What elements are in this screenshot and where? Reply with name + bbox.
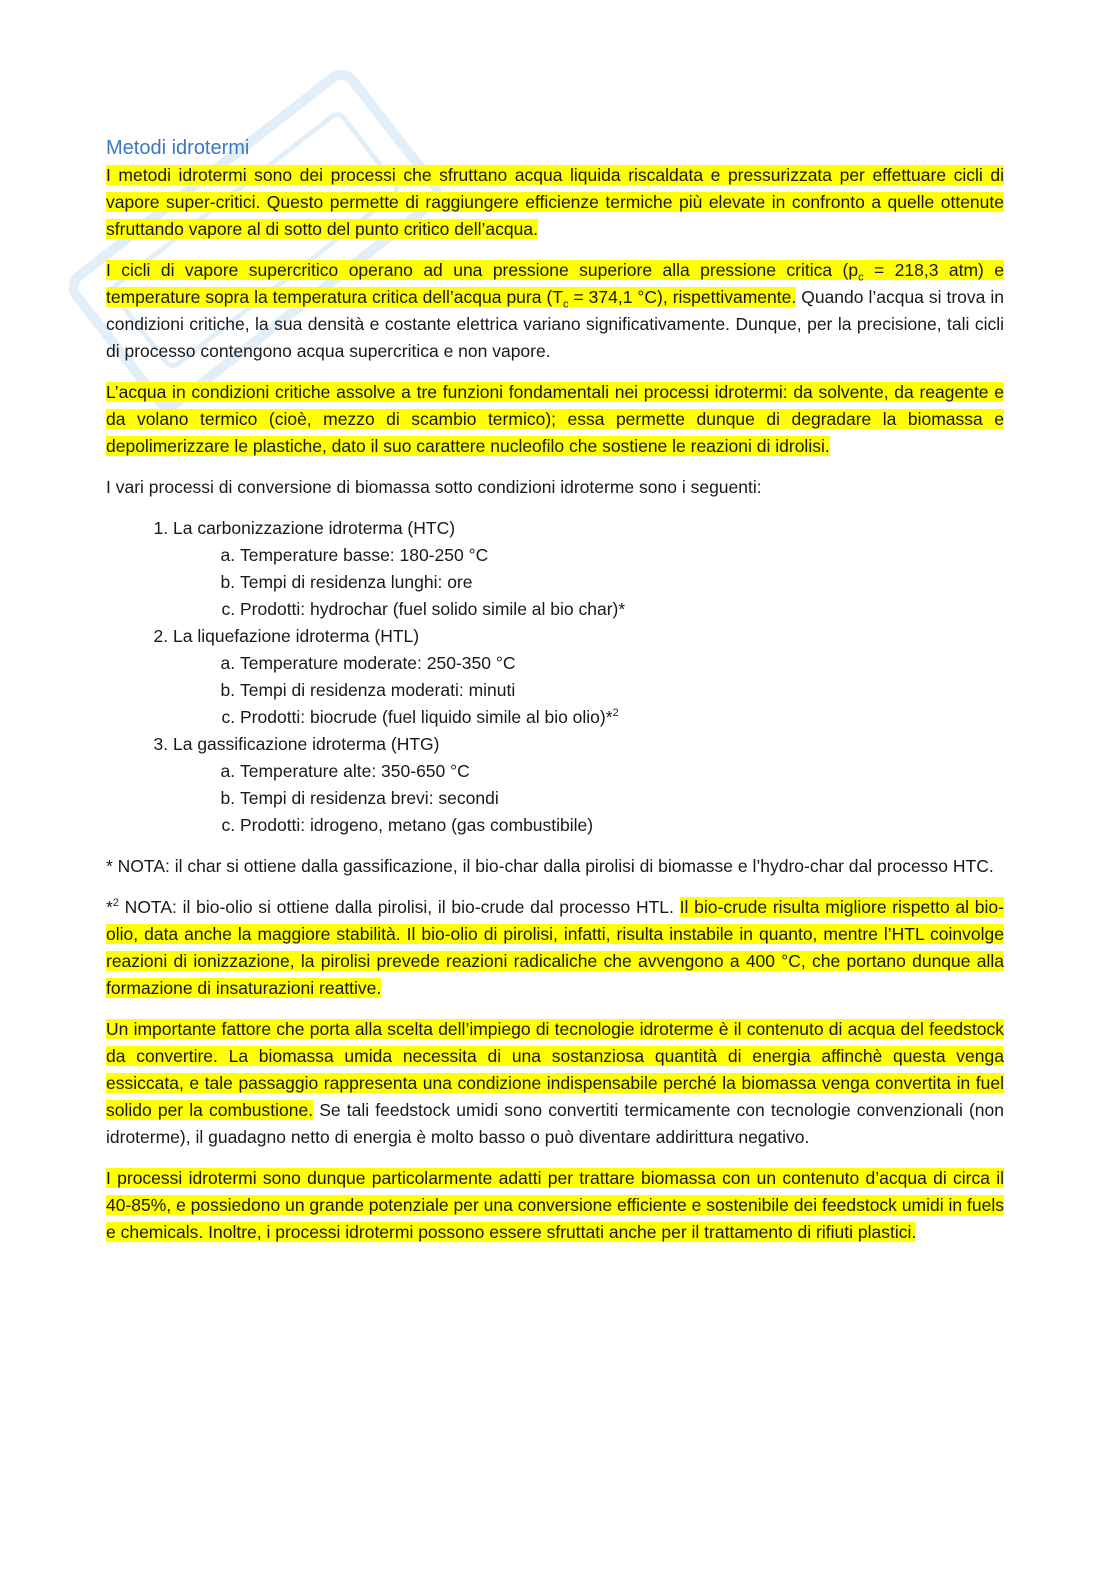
document-body [106,134,1004,1260]
sub-list-item: a. Temperature moderate: 250-350 °C [240,650,1004,677]
highlighted-text: L’acqua in condizioni critiche assolve a tre funzioni fondamentali nei processi idrotermi: da solvente, da reagente e da volano termico (cioè, mezzo di scambio termico); essa permette dunque di degradare la biomassa e depolimerizzare le plastiche, dato il suo carattere nucleofilo che sostiene le reazioni di idrolisi. [106,382,1004,456]
text-run: I cicli di vapore supercritico operano ad una pressione superiore alla pressione critica (p [106,260,859,280]
sub-list-item: c. Prodotti: hydrochar (fuel solido simile al bio char)* [240,596,1004,623]
highlighted-text: Un importante fattore che porta alla scelta dell’impiego di tecnologie idroterme è il contenuto di acqua del feedstock da convertire. La biomassa umida necessita di una sostanziosa quantità di energia affinchè questa venga essiccata, e tale passaggio rappresenta una condizione indispensabile perché la biomassa venga convertita in fuel solido per la combustione. [106,1019,1004,1120]
list-item [173,623,1004,731]
superscript: 2 [612,707,619,720]
list-item [173,731,1004,839]
highlighted-text: Il bio-crude risulta migliore rispetto al bio-olio, data anche la maggiore stabilità. Il bio-olio di pirolisi, infatti, risulta instabile in quanto, mentre l’HTL coinvolge reazioni di ionizzazione, la pirolisi prevede reazioni radicaliche che avvengono a 400 °C, che portano dunque alla formazione di insaturazioni reattive. [106,897,1004,998]
text-run: Prodotti: biocrude (fuel liquido simile al bio olio)* [240,707,613,727]
list-item-label: La carbonizzazione idroterma (HTC) [173,518,456,538]
list-item-label: La gassificazione idroterma (HTG) [173,734,440,754]
sub-list-item: b. Tempi di residenza moderati: minuti [240,677,1004,704]
highlighted-text: I processi idrotermi sono dunque particolarmente adatti per trattare biomassa con un contenuto d’acqua di circa il 40-85%, e possiedono un grande potenziale per una conversione efficiente e sostenibile dei feedstock umidi in fuels e chemicals. Inoltre, i processi idrotermi possono essere sfruttati anche per il trattamento di rifiuti plastici. [106,1168,1004,1242]
sub-list-item: b. Tempi di residenza lunghi: ore [240,569,1004,596]
section-heading: Metodi idrotermi [106,137,250,159]
subscript: c [562,298,569,311]
sub-list-item: b. Tempi di residenza brevi: secondi [240,785,1004,812]
sub-list-item: c. Prodotti: idrogeno, metano (gas combustibile) [240,812,1004,839]
note-char: * NOTA: il char si ottiene dalla gassificazione, il bio-char dalla pirolisi di biomasse e l’hydro-char dal processo HTC. [106,856,994,876]
paragraph-water-functions [106,379,1004,460]
sub-list-item: a. Temperature basse: 180-250 °C [240,542,1004,569]
text-run: NOTA: il bio-olio si ottiene dalla pirolisi, il bio-crude dal processo HTL. [118,897,680,917]
process-list [106,515,1004,839]
subscript: c [858,271,864,284]
paragraph-intro [106,162,1004,243]
list-item-label: La liquefazione idroterma (HTL) [173,626,420,646]
paragraph-supercritical [106,257,1004,365]
text-run: = 374,1 °C), rispettivamente. [568,287,797,307]
note-biocrude [106,894,1004,1002]
text-run: Se tali feedstock umidi sono convertiti termicamente con tecnologie convenzionali (non idroterme), il guadagno netto di energia è molto basso o può diventare addirittura negativo. [106,1100,1004,1147]
paragraph-water-content [106,1016,1004,1151]
list-item [173,515,1004,623]
sub-list [173,542,1004,623]
text-run: * [106,897,113,917]
text-run: Quando l’acqua si trova in condizioni critiche, la sua densità e costante elettrica variano significativamente. Dunque, per la precisione, tali cicli di processo contengono acqua supercritica e non vapore. [106,287,1004,361]
text-run: = 218,3 atm) e temperature sopra la temperatura critica dell’acqua pura (T [106,260,1004,307]
sub-list-item [240,704,1004,731]
paragraph-processes-intro: I vari processi di conversione di biomassa sotto condizioni idroterme sono i seguenti: [106,477,762,497]
highlighted-text: I metodi idrotermi sono dei processi che sfruttano acqua liquida riscaldata e pressurizzata per effettuare cicli di vapore super-critici. Questo permette di raggiungere efficienze termiche più elevate in confronto a quelle ottenute sfruttando vapore al di sotto del punto critico dell’acqua. [106,165,1004,239]
paragraph-conclusion [106,1165,1004,1246]
sub-list [173,650,1004,731]
sub-list [173,758,1004,839]
superscript: 2 [112,897,119,910]
sub-list-item: a. Temperature alte: 350-650 °C [240,758,1004,785]
